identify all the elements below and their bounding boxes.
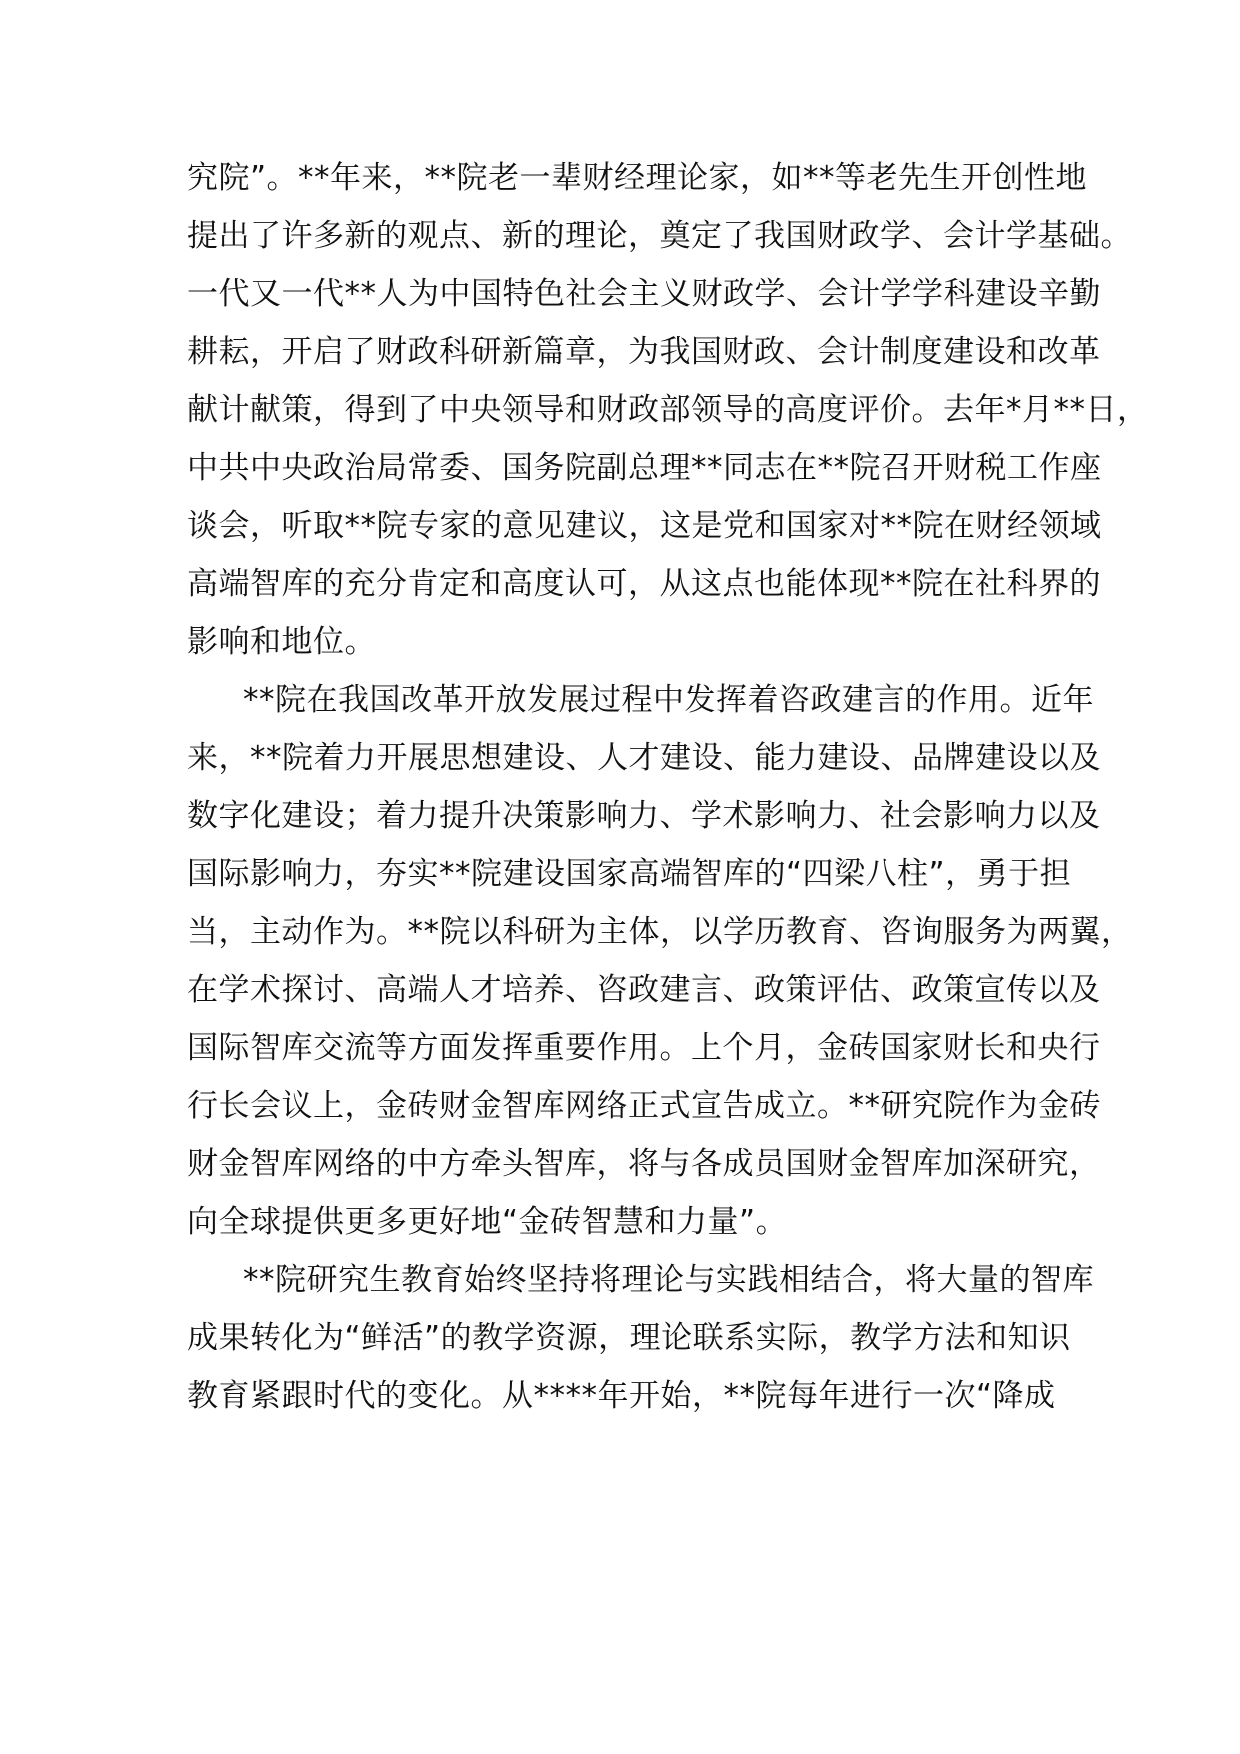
text-line: 教育紧跟时代的变化。从****年开始，**院每年进行一次“降成 (187, 1378, 1056, 1414)
paragraph-first-line: **院研究生教育始终坚持将理论与实践相结合，将大量的智库 (243, 1262, 1094, 1298)
text-line: 高端智库的充分肯定和高度认可，从这点也能体现**院在社科界的 (187, 566, 1101, 602)
text-line: 一代又一代**人为中国特色社会主义财政学、会计学学科建设辛勤 (187, 276, 1101, 312)
text-line: 财金智库网络的中方牵头智库，将与各成员国财金智库加深研究， (187, 1146, 1101, 1182)
text-line: 来，**院着力开展思想建设、人才建设、能力建设、品牌建设以及 (187, 740, 1101, 776)
text-line: 国际智库交流等方面发挥重要作用。上个月，金砖国家财长和央行 (187, 1030, 1101, 1066)
text-line: 在学术探讨、高端人才培养、咨政建言、政策评估、政策宣传以及 (187, 972, 1101, 1008)
text-line: 向全球提供更多更好地“金砖智慧和力量”。 (187, 1204, 788, 1240)
text-line: 中共中央政治局常委、国务院副总理**同志在**院召开财税工作座 (187, 450, 1102, 486)
paragraph-first-line: **院在我国改革开放发展过程中发挥着咨政建言的作用。近年 (243, 682, 1094, 718)
text-line: 行长会议上，金砖财金智库网络正式宣告成立。**研究院作为金砖 (187, 1088, 1101, 1124)
text-line: 成果转化为“鲜活”的教学资源，理论联系实际，教学方法和知识 (187, 1320, 1071, 1356)
text-line: 谈会，听取**院专家的意见建议，这是党和国家对**院在财经领域 (187, 508, 1102, 544)
text-line: 数字化建设；着力提升决策影响力、学术影响力、社会影响力以及 (187, 798, 1101, 834)
text-line: 献计献策，得到了中央领导和财政部领导的高度评价。去年*月**日， (187, 392, 1149, 428)
text-line: 当，主动作为。**院以科研为主体，以学历教育、咨询服务为两翼， (187, 914, 1133, 950)
text-line: 究院”。**年来，**院老一辈财经理论家，如**等老先生开创性地 (187, 160, 1088, 196)
text-line: 国际影响力，夯实**院建设国家高端智库的“四梁八柱”，勇于担 (187, 856, 1072, 892)
text-line: 耕耘，开启了财政科研新篇章，为我国财政、会计制度建设和改革 (187, 334, 1101, 370)
text-line: 提出了许多新的观点、新的理论，奠定了我国财政学、会计学基础。 (187, 218, 1132, 254)
text-line: 影响和地位。 (187, 624, 376, 660)
